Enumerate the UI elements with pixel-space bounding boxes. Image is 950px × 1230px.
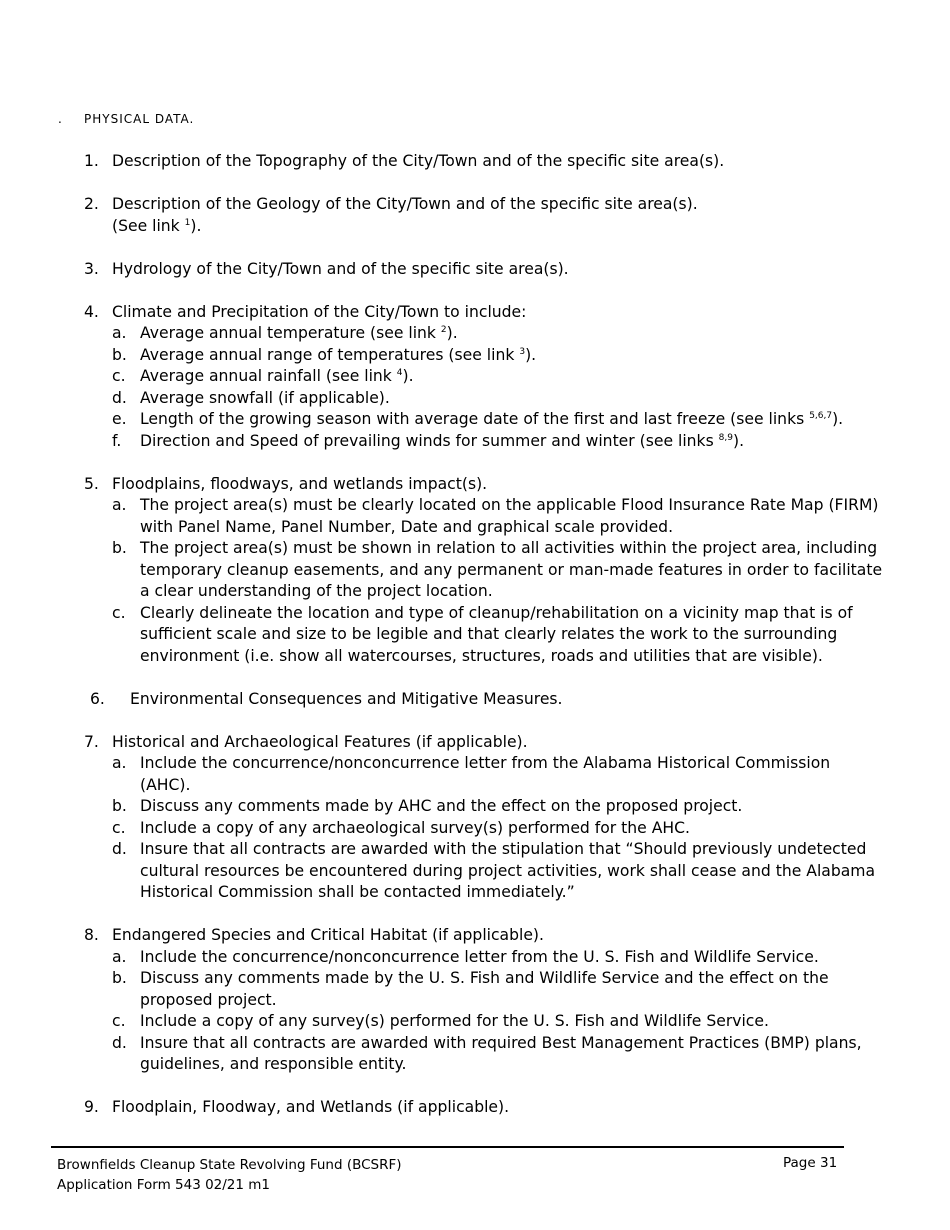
sub-item: c. Clearly delineate the location and type of cleanup/rehabilitation on a vicinity map that is of sufficient scale and size to be legible and that clearly relates the work to the surrounding environment (i.e. show all watercourses, structures, roads and utilities that are visible). (112, 603, 853, 665)
list-item-6 (90, 689, 884, 711)
item-text: Hydrology of the City/Town and of the specific site area(s). (112, 259, 569, 278)
list-item-2 (84, 194, 884, 237)
item-number: 8. (84, 926, 99, 944)
sub-item: e. Length of the growing season with average date of the first and last freeze (see links $^{5,6,7}$). (112, 410, 844, 428)
sub-item: b. Discuss any comments made by the U. S. Fish and Wildlife Service and the effect on the proposed project. (112, 969, 829, 1009)
item-text: Floodplain, Floodway, and Wetlands (if applicable). (112, 1098, 510, 1116)
footer-info (57, 1156, 402, 1195)
footnote-ref[interactable]: 1 (184, 217, 191, 228)
footnote-ref[interactable]: 3 (519, 346, 526, 357)
sub-item: c. Average annual rainfall (see link $^4$). (112, 367, 414, 385)
page-number: Page 31 (783, 1155, 838, 1171)
item-text: Environmental Consequences and Mitigative Measures. (130, 689, 563, 708)
item-text: Endangered Species and Critical Habitat (if applicable). (112, 926, 544, 944)
item-number: 1. (84, 152, 99, 170)
sub-item: a. Average annual temperature (see link $^2$). (112, 324, 458, 342)
sub-item: b. Discuss any comments made by AHC and the effect on the proposed project. (112, 797, 743, 815)
sub-item: d. Average snowfall (if applicable). (112, 388, 390, 407)
item-number: 7. (84, 732, 99, 751)
item-text: Climate and Precipitation of the City/Town to include: (112, 302, 527, 321)
footnote-ref[interactable]: 4 (396, 367, 403, 378)
footer-form-number: Application Form 543 02/21 m1 (57, 1176, 271, 1193)
sub-item: d. Insure that all contracts are awarded with required Best Management Practices (BMP) plans, guidelines, and responsible entity. (112, 1033, 862, 1073)
list-item-3 (84, 259, 884, 281)
sub-item: a. Include the concurrence/nonconcurrence letter from the U. S. Fish and Wildlife Service. (112, 947, 819, 966)
sub-item: d. Insure that all contracts are awarded with the stipulation that “Should previously undetected cultural resources be encountered during project activities, work shall cease and the Alabama Historical Commission shall be contacted immediately.” (112, 840, 876, 901)
sub-item: f. Direction and Speed of prevailing winds for summer and winter (see links $^{8,9}$). (112, 431, 745, 450)
list-item-8 (84, 925, 884, 1076)
item-link-note: (See link $^1$). (112, 216, 202, 235)
item-text: Historical and Archaeological Features (if applicable). (112, 732, 528, 751)
list-item-1 (84, 151, 884, 173)
item-text: Description of the Topography of the City/Town and of the specific site area(s). (112, 152, 725, 170)
heading-prefix: . (58, 112, 63, 126)
list-item-7 (84, 732, 884, 904)
footer-divider (51, 1146, 844, 1148)
sub-item: c. Include a copy of any archaeological survey(s) performed for the AHC. (112, 818, 690, 837)
item-number: 6. (90, 689, 105, 708)
sub-item: b. Average annual range of temperatures (see link $^3$). (112, 345, 537, 364)
footnote-ref[interactable]: 5,6,7 (809, 410, 833, 421)
item-text: Description of the Geology of the City/Town and of the specific site area(s). (112, 195, 698, 213)
sub-item: a. Include the concurrence/nonconcurrence letter from the Alabama Historical Commission (AHC). (112, 754, 831, 794)
section-heading (58, 112, 194, 126)
footnote-ref[interactable]: 8,9 (718, 432, 733, 443)
item-text: Floodplains, floodways, and wetlands impact(s). (112, 474, 488, 493)
footnote-ref[interactable]: 2 (440, 324, 447, 335)
footer-program-name: Brownfields Cleanup State Revolving Fund (BCSRF) (57, 1157, 402, 1173)
sub-item: a. The project area(s) must be clearly located on the applicable Flood Insurance Rate Map (FIRM) with Panel Name, Panel Number, Date and graphical scale provided. (112, 496, 879, 536)
heading-title: PHYSICAL DATA. (84, 112, 195, 126)
item-number: 5. (84, 474, 99, 493)
sub-item: b. The project area(s) must be shown in relation to all activities within the project area, including temporary cleanup easements, and any permanent or man-made features in order to facilitate a clear understanding of the project location. (112, 539, 883, 600)
list-item-9 (84, 1097, 884, 1119)
list-item-5 (84, 474, 884, 668)
item-number: 4. (84, 302, 99, 321)
item-number: 9. (84, 1098, 99, 1116)
item-number: 3. (84, 259, 99, 278)
sub-item: c. Include a copy of any survey(s) performed for the U. S. Fish and Wildlife Service. (112, 1012, 769, 1030)
item-number: 2. (84, 195, 99, 213)
physical-data-list (84, 151, 884, 1140)
list-item-4 (84, 302, 884, 453)
